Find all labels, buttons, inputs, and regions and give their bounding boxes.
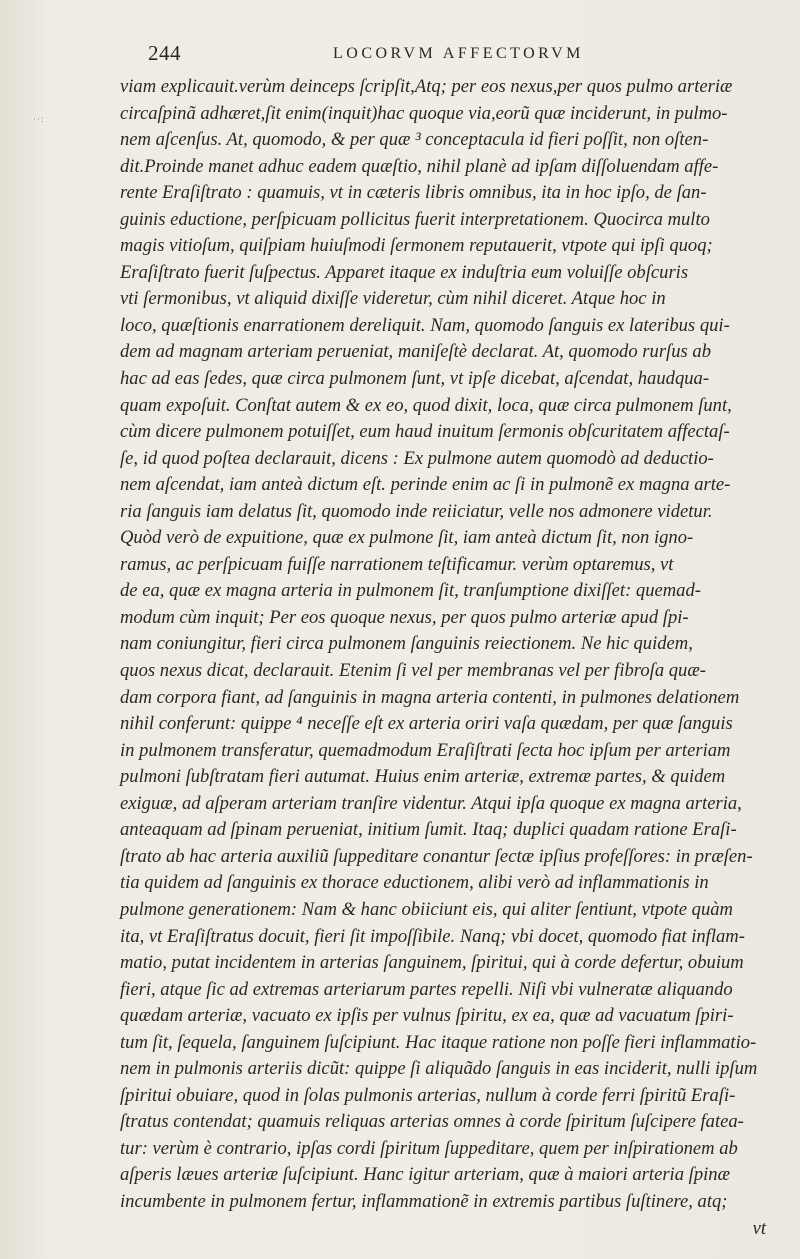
text-line: dit.Proinde manet adhuc eadem quæſtio, nihil planè ad ipſam diſſoluendam affe-	[120, 155, 719, 177]
text-line: cùm dicere pulmonem potuiſſet, eum haud inuitum ſermonis obſcuritatem affectaſ-	[120, 421, 730, 443]
text-line: aſperis læues arteriæ ſuſcipiunt. Hanc igitur arteriam, quæ à maiori arteria ſpinæ	[120, 1164, 730, 1186]
text-line: nem aſcenſus. At, quomodo, & per quæ ³ conceptacula id fieri poſſit, non oſten-	[120, 129, 709, 151]
page-number: 244	[148, 41, 181, 65]
text-line: anteaquam ad ſpinam perueniat, initium ſumit. Itaq; duplici quadam ratione Eraſi-	[120, 819, 737, 841]
page-header	[0, 41, 800, 65]
running-head: LOCORVM AFFECTORVM	[333, 45, 584, 62]
text-line: nam coniungitur, fieri circa pulmonem ſanguinis reiectionem. Ne hic quidem,	[120, 633, 693, 655]
text-line: in pulmonem transferatur, quemadmodum Eraſiſtrati ſecta hoc ipſum per arteriam	[120, 739, 731, 761]
text-line: ſpiritui obuiare, quod in ſolas pulmonis arterias, nullum à corde ferri ſpiritũ Eraſi-	[120, 1084, 736, 1106]
text-line: dem ad magnam arteriam perueniat, maniſeſtè declarat. At, quomodo rurſus ab	[120, 341, 711, 363]
text-line: viam explicauit.verùm deinceps ſcripſit,Atq; per eos nexus,per quos pulmo arteriæ	[120, 76, 733, 97]
text-line: dam corpora fiant, ad ſanguinis in magna arteria contenti, in pulmones delationem	[120, 686, 740, 708]
text-line: tur: verùm è contrario, ipſas cordi ſpiritum ſuppeditare, quem per inſpirationem ab	[120, 1137, 738, 1159]
text-line: exiguæ, ad aſperam arteriam tranſire videntur. Atqui ipſa quoque ex magna arteria,	[120, 792, 742, 814]
text-line: ſe, id quod poſtea declarauit, dicens : Ex pulmone autem quomodò ad deductio-	[120, 447, 714, 469]
text-line: pulmoni ſubſtratam fieri autumat. Huius enim arteriæ, extremæ partes, & quidem	[120, 766, 726, 788]
text-line: matio, putat incidentem in arterias ſanguinem, ſpiritui, qui à corde defertur, obuium	[120, 952, 744, 974]
text-line: rente Eraſiſtrato : quamuis, vt in cæteris libris omnibus, ita in hoc ipſo, de ſan-	[120, 182, 707, 204]
text-line: nem in pulmonis arteriis dicũt: quippe ſi aliquãdo ſanguis in eas inciderit, nulli ipſum	[120, 1058, 758, 1080]
text-line: circaſpinã adhæret,ſit enim(inquit)hac quoque via,eorũ quæ inciderunt, in pulmo-	[120, 102, 728, 124]
text-line: fieri, atque ſic ad extremas arteriarum partes repelli. Niſi vbi vulneratæ aliquando	[120, 978, 733, 1000]
body-text	[120, 74, 770, 1242]
text-line: Eraſiſtrato fuerit ſuſpectus. Apparet itaque ex induſtria eum voluiſſe obſcuris	[120, 261, 689, 283]
text-line: ita, vt Eraſiſtratus docuit, fieri ſit impoſſibile. Nanq; vbi docet, quomodo fiat inflam-	[120, 925, 745, 947]
text-line: ramus, ac perſpicuam fuiſſe narrationem teſtificamur. verùm optaremus, vt	[120, 553, 674, 575]
text-line: incumbente in pulmonem fertur, inflammationẽ in extremis partibus ſuſtinere, atq;	[120, 1190, 728, 1212]
text-line: modum cùm inquit; Per eos quoque nexus, per quos pulmo arteriæ apud ſpi-	[120, 606, 689, 628]
text-line: nem aſcendat, iam anteà dictum eſt. perinde enim ac ſi in pulmonẽ ex magna arte-	[120, 474, 731, 496]
text-line: ria ſanguis iam delatus ſit, quomodo inde reiiciatur, velle nos admonere videtur.	[120, 500, 713, 522]
margin-mark: ··:	[33, 114, 45, 124]
text-line: tum ſit, ſequela, ſanguinem ſuſcipiunt. Hac itaque ratione non poſſe fieri inflammatio-	[120, 1031, 757, 1053]
text-line: tia quidem ad ſanguinis ex thorace eductionem, alibi verò ad inflammationis in	[120, 872, 709, 894]
text-line: nihil conferunt: quippe ⁴ neceſſe eſt ex arteria oriri vaſa quædam, per quæ ſanguis	[120, 713, 733, 735]
text-line: quam expoſuit. Conſtat autem & ex eo, quod dixit, loca, quæ circa pulmonem ſunt,	[120, 394, 732, 416]
text-line: loco, quæſtionis enarrationem dereliquit. Nam, quomodo ſanguis ex lateribus qui-	[120, 314, 730, 336]
text-line: magis vitioſum, quiſpiam huiuſmodi ſermonem reputauerit, vtpote qui ipſi quoq;	[120, 235, 713, 257]
text-line: Quòd verò de expuitione, quæ ex pulmone ſit, iam anteà dictum ſit, non igno-	[120, 527, 694, 549]
text-line: quos nexus dicat, declarauit. Etenim ſi vel per membranas vel per fibroſa quæ-	[120, 660, 706, 682]
text-line: de ea, quæ ex magna arteria in pulmonem ſit, tranſumptione dixiſſet: quemad-	[120, 580, 701, 602]
text-line: ſtratus contendat; quamuis reliquas arterias omnes à corde ſpiritum ſuſcipere fatea-	[120, 1111, 744, 1133]
text-line: pulmone generationem: Nam & hanc obiiciunt eis, qui aliter ſentiunt, vtpote quàm	[120, 898, 733, 920]
text-line: hac ad eas ſedes, quæ circa pulmonem ſunt, vt ipſe dicebat, aſcendat, haudqua-	[120, 368, 710, 390]
text-line: quædam arteriæ, vacuato ex ipſis per vulnus ſpiritu, ex ea, quæ ad vacuatum ſpiri-	[120, 1005, 734, 1027]
text-line: ſtrato ab hac arteria auxiliũ ſuppeditare conantur ſectæ ipſius profeſſores: in præſen-	[120, 845, 753, 867]
text-line: vti ſermonibus, vt aliquid dixiſſe videretur, cùm nihil diceret. Atque hoc in	[120, 288, 666, 310]
catchword: vt	[752, 1217, 766, 1239]
text-line: guinis eductione, perſpicuam pollicitus fuerit interpretationem. Quocirca multo	[120, 208, 710, 230]
